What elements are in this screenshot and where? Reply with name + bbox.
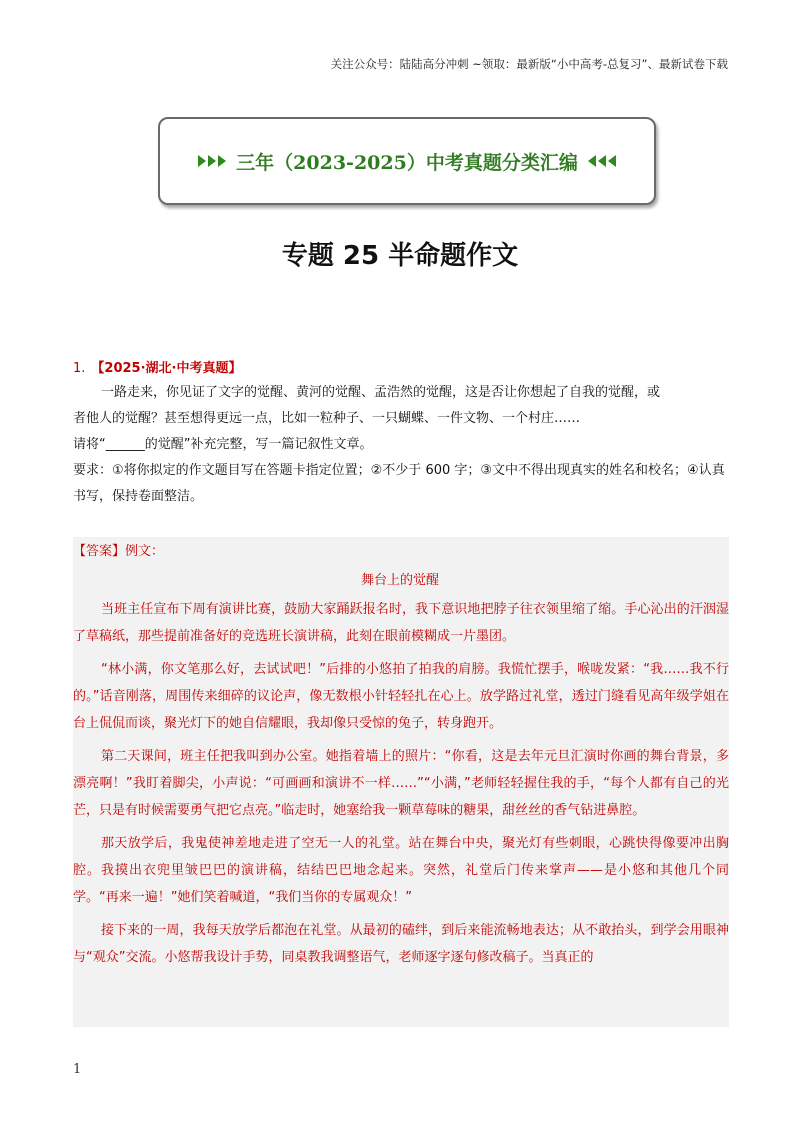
page-number: 1	[73, 1062, 82, 1077]
essay-paragraph: 接下来的一周，我每天放学后都泡在礼堂。从最初的磕绊，到后来能流畅地表达；从不敢抬头，到学会用眼神与“观众”交流。小悠帮我设计手势，同桌教我调整语气，老师逐字逐句修改稿子。当真正的	[73, 923, 729, 965]
document-title: 专题 25 半命题作文	[281, 241, 519, 271]
question-prompt	[73, 380, 729, 510]
prompt-line-2: 者他人的觉醒？甚至想得更远一点，比如一粒种子、一只蝴蝶、一件文物、一个村庄……	[73, 411, 581, 426]
question-instruction: 请将“______的觉醒”补充完整，写一篇记叙性文章。	[73, 437, 373, 452]
essay-paragraph: 第二天课间，班主任把我叫到办公室。她指着墙上的照片：“你看，这是去年元旦汇演时你画的舞台背景，多漂亮啊！”我盯着脚尖，小声说：“可画画和演讲不一样……”“小满，”老师轻轻握住我的手，“每个人都有自己的光芒，只是有时候需要勇气把它点亮。”临走时，她塞给我一颗草莓味的糖果，甜丝丝的香气钻进鼻腔。	[73, 749, 729, 818]
answer-label: 【答案】例文：	[73, 544, 165, 559]
question-requirements: 要求：①将你拟定的作文题目写在答题卡指定位置；②不少于 600 字；③文中不得出现真实的姓名和校名；④认真书写，保持卷面整洁。	[73, 463, 725, 504]
banner-text: 三年（2023-2025）中考真题分类汇编	[236, 151, 578, 174]
essay-paragraph: 当班主任宣布下周有演讲比赛，鼓励大家踊跃报名时，我下意识地把脖子往衣领里缩了缩。手心沁出的汗洇湿了草稿纸，那些提前准备好的竞选班长演讲稿，此刻在眼前模糊成一片墨团。	[73, 602, 729, 644]
question-heading	[73, 357, 241, 376]
essay-body	[73, 596, 729, 977]
prompt-line-1: 一路走来，你见证了文字的觉醒、黄河的觉醒、孟浩然的觉醒，这是否让你想起了自我的觉醒，或	[101, 385, 661, 400]
header-note: 关注公众号：陆陆高分冲刺 ~领取：最新版“小中高考-总复习”、最新试卷下载	[330, 57, 728, 71]
question-number: 1.	[73, 361, 86, 376]
series-banner	[158, 117, 656, 205]
right-arrows-icon	[198, 155, 226, 167]
essay-paragraph: 那天放学后，我鬼使神差地走进了空无一人的礼堂。站在舞台中央，聚光灯有些刺眼，心跳快得像要冲出胸腔。我摸出衣兜里皱巴巴的演讲稿，结结巴巴地念起来。突然，礼堂后门传来掌声——是小悠和其他几个同学。“再来一遍！”她们笑着喊道，“我们当你的专属观众！”	[73, 836, 729, 905]
left-arrows-icon	[588, 155, 616, 167]
question-source: 【2025·湖北·中考真题】	[91, 361, 242, 376]
essay-paragraph: “林小满，你文笔那么好，去试试吧！”后排的小悠拍了拍我的肩膀。我慌忙摆手，喉咙发紧：“我……我不行的。”话音刚落，周围传来细碎的议论声，像无数根小针轻轻扎在心上。放学路过礼堂，透过门缝看见高年级学姐在台上侃侃而谈，聚光灯下的她自信耀眼，我却像只受惊的兔子，转身跑开。	[73, 662, 729, 731]
essay-title: 舞台上的觉醒	[360, 573, 439, 588]
